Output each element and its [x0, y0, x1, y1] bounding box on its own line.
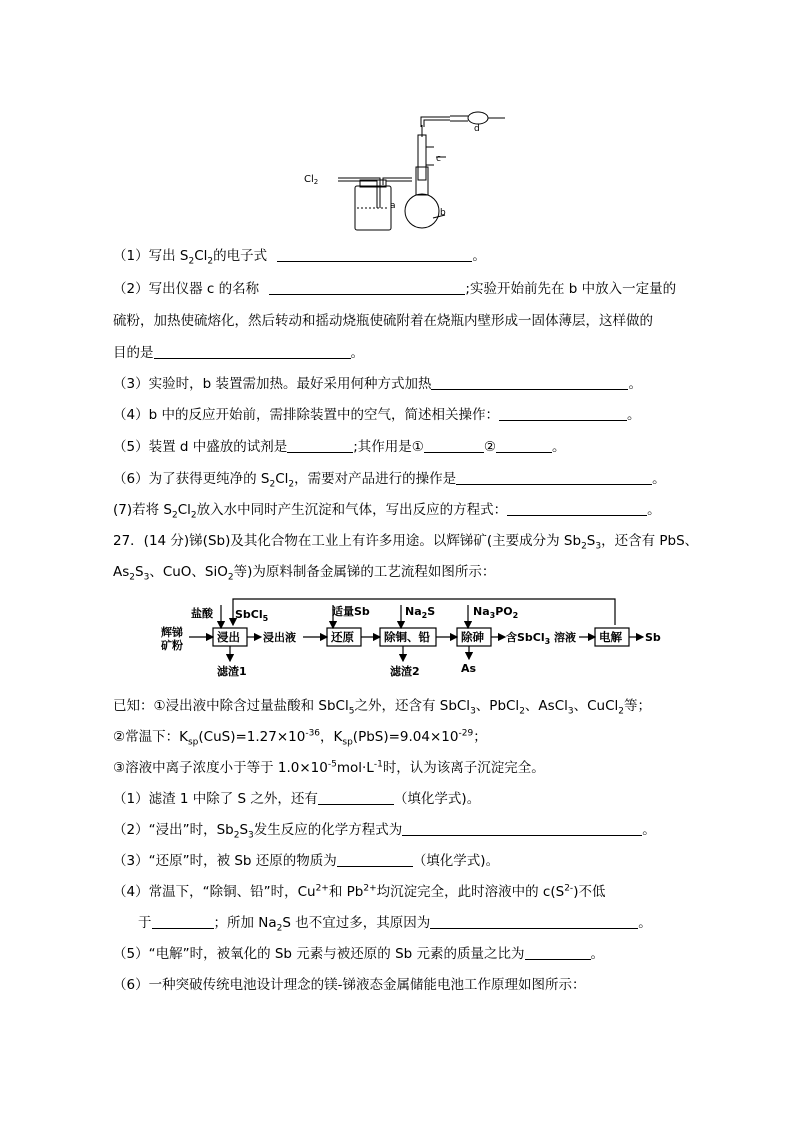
hcl-label: 盐酸	[191, 607, 213, 620]
sbcl5-label: SbCl$_5$	[235, 608, 269, 623]
q27-part3: （3）“还原”时，被 Sb 还原的物质为 （填化学式)。	[113, 853, 500, 869]
sb-product-label: Sb	[645, 631, 661, 644]
process-flowchart	[155, 595, 675, 680]
raw-material-top: 辉锑	[161, 626, 183, 639]
answer-blank[interactable]	[507, 501, 647, 516]
sbcl3-solution-label: 含SbCl$_3$ 溶液	[506, 631, 577, 646]
q27-part4: （4）常温下，“除铜、铅”时，$Cu^{2+}$和 $Pb^{2+}$均沉淀完全，此时溶液中的 $c(S^{2-})$不低	[113, 883, 606, 900]
q26-part1: （1）写出 $S_2Cl_2$的电子式 。	[113, 248, 486, 267]
answer-blank[interactable]	[318, 790, 394, 805]
label-c: c	[436, 154, 441, 164]
answer-blank[interactable]	[424, 438, 484, 453]
answer-blank[interactable]	[525, 945, 591, 960]
electrolysis-label: 电解	[599, 630, 622, 644]
na2s-label: $Na_2S$	[405, 605, 436, 620]
leach-label: 浸出	[217, 630, 240, 644]
q27-part6: （6）一种突破传统电池设计理念的镁-锑液态金属储能电池工作原理如图所示：	[113, 977, 586, 993]
q27-part4-line2: 于 ；所加 $Na_2S$ 也不宜过多，其原因为 。	[138, 915, 652, 934]
q27-part2: （2）“浸出”时，$Sb_2S_3$发生反应的化学方程式为 。	[113, 822, 656, 841]
answer-blank[interactable]	[287, 438, 353, 453]
answer-blank[interactable]	[499, 406, 627, 421]
label-a: a	[390, 201, 396, 211]
answer-blank[interactable]	[154, 344, 351, 359]
q26-part2-line2: 硫粉，加热使硫熔化，然后转动和摇动烧瓶使硫附着在烧瓶内壁形成一固体薄层，这样做的	[113, 313, 653, 329]
answer-blank[interactable]	[269, 280, 465, 295]
answer-blank[interactable]	[152, 914, 214, 929]
cl2-label: $Cl_2$	[304, 174, 319, 186]
known-3-conc: ③溶液中离子浓度小于等于 $1.0\times 10^{-5}mol\cdot L^{-1}$时，认为该离子沉淀完全。	[113, 759, 545, 776]
residue2-label: 滤渣2	[390, 665, 420, 678]
answer-blank[interactable]	[496, 438, 552, 453]
cu-pb-label: 除铜、铅	[384, 630, 430, 644]
known-1: 已知：①浸出液中除含过量盐酸和 SbCl$_5$之外，还含有 SbCl$_3$、PbCl$_2$、AsCl$_3$、CuCl$_2$等；	[113, 698, 652, 717]
as-output-label: As	[461, 662, 477, 675]
q26-part2-line3: 目的是 。	[113, 345, 364, 361]
apparatus-diagram	[300, 105, 530, 235]
known-2-ksp: ②常温下：$K_{sp}(CuS)=1.27\times 10^{-36}$，$K_{sp}(PbS)=9.04\times 10^{-29}$；	[113, 728, 487, 748]
as-removal-label: 除砷	[461, 630, 484, 644]
answer-blank[interactable]	[337, 852, 413, 867]
q26-part2: （2）写出仪器 c 的名称 ;实验开始前先在 b 中放入一定量的	[113, 281, 677, 297]
reduce-label: 还原	[331, 630, 354, 644]
answer-blank[interactable]	[431, 375, 628, 390]
label-d: d	[474, 124, 480, 134]
q26-part3: （3）实验时，b 装置需加热。最好采用何种方式加热 。	[113, 376, 642, 392]
residue1-label: 滤渣1	[217, 665, 247, 678]
sb-input-label: 适量Sb	[332, 605, 370, 618]
answer-blank[interactable]	[456, 470, 652, 485]
q27-part1: （1）滤渣 1 中除了 S 之外，还有 （填化学式)。	[113, 791, 481, 807]
q26-part4: （4）b 中的反应开始前，需排除装置中的空气，简述相关操作： 。	[113, 407, 641, 423]
q26-part5: （5）装置 d 中盛放的试剂是 ;其作用是① ② 。	[113, 439, 566, 455]
q26-part7: (7)若将 $S_2Cl_2$放入水中同时产生沉淀和气体，写出反应的方程式： 。	[113, 502, 661, 521]
leachate-label: 浸出液	[263, 631, 296, 644]
q27-intro: 27．(14 分)锑(Sb)及其化合物在工业上有许多用途。以辉锑矿(主要成分为 $Sb_2S_3$，还含有 PbS、	[113, 533, 699, 552]
answer-blank[interactable]	[402, 821, 642, 836]
na3po2-label: $Na_3PO_2$	[473, 605, 519, 620]
answer-blank[interactable]	[430, 914, 638, 929]
q27-part5: （5）“电解”时，被氧化的 Sb 元素与被还原的 Sb 元素的质量之比为 。	[113, 946, 605, 962]
label-b: b	[440, 208, 446, 218]
q26-part6: （6）为了获得更纯净的 $S_2Cl_2$，需要对产品进行的操作是 。	[113, 471, 666, 490]
raw-material-bottom: 矿粉	[161, 639, 183, 652]
answer-blank[interactable]	[277, 247, 472, 262]
q27-intro-line2: $As_2S_3$、CuO、SiO$_2$等)为原料制备金属锑的工艺流程如图所示：	[113, 564, 496, 583]
